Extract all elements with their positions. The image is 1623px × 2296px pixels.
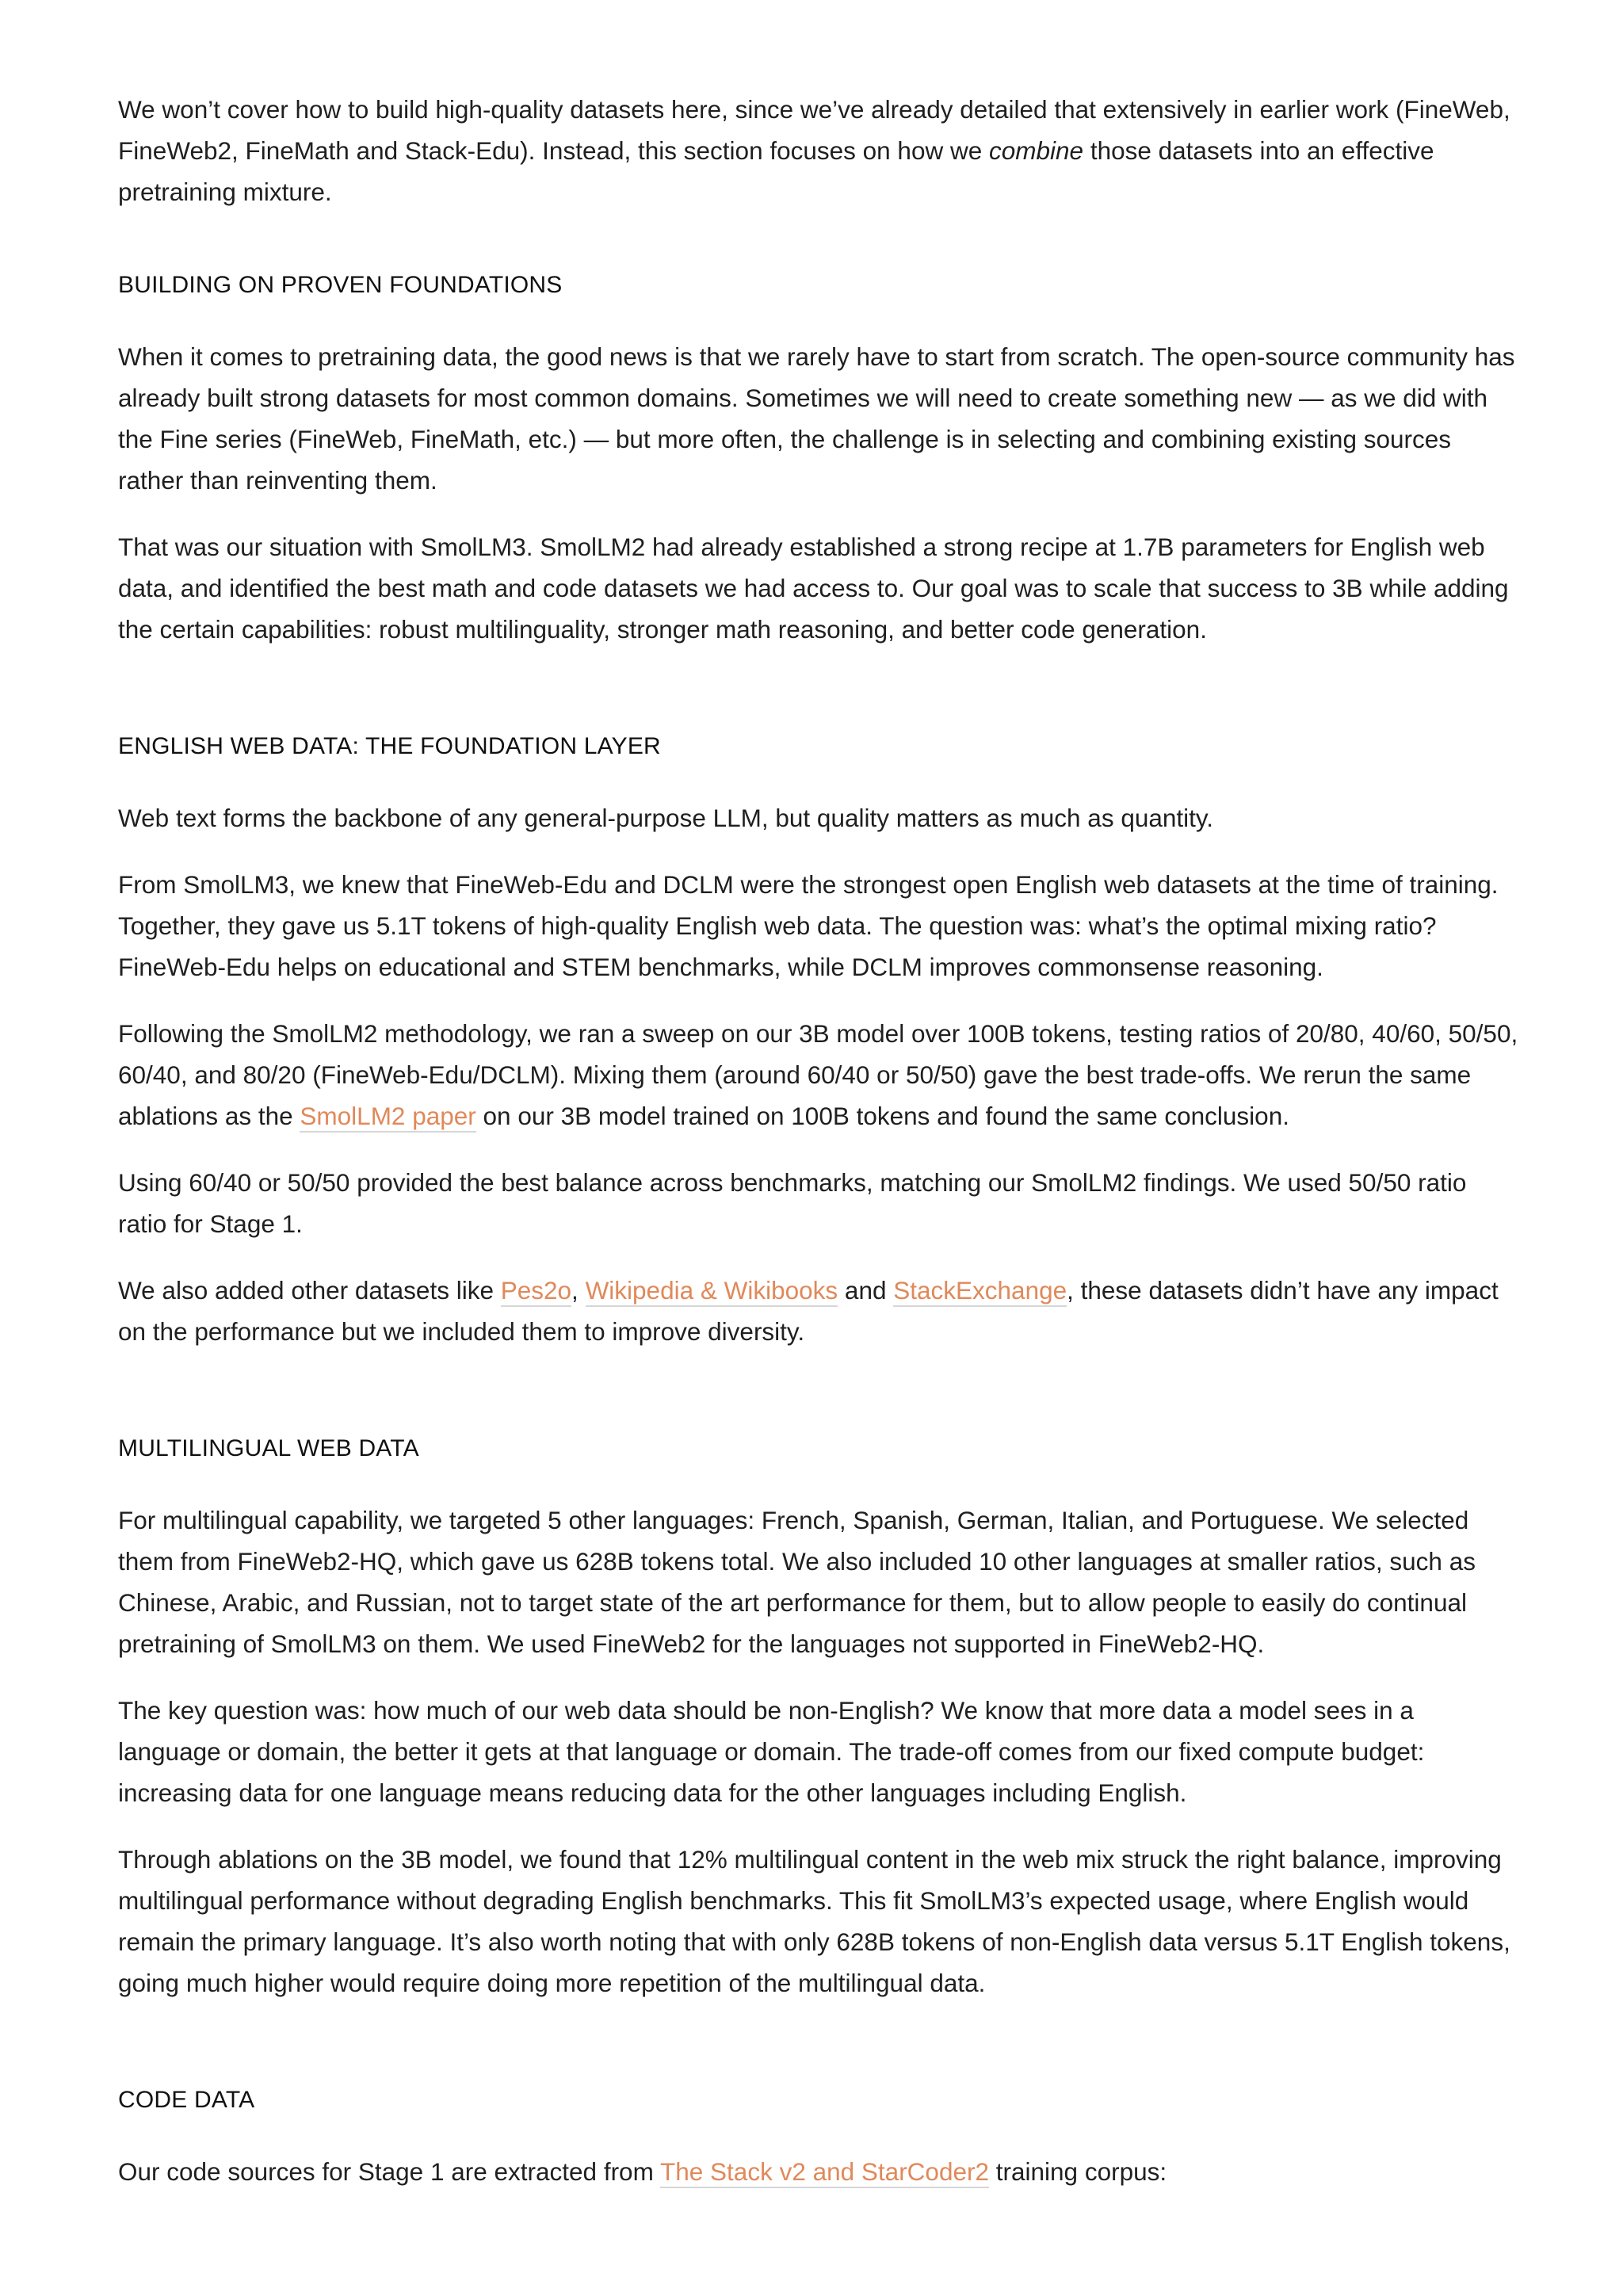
article-body bbox=[118, 89, 1521, 2218]
english-paragraph-5 bbox=[118, 1270, 1521, 1352]
smollm2-paper-link[interactable]: SmolLM2 paper bbox=[300, 1102, 475, 1133]
multilingual-paragraph-3: Through ablations on the 3B model, we found that 12% multilingual content in the web mix struck the right balance, improving multilingual performance without degrading English benchmarks. This fit SmolLM3’s expected usage, where English would remain the primary language. It’s also worth noting that with only 628B tokens of non-English data versus 5.1T English tokens, going much higher would require doing more repetition of the multilingual data. bbox=[118, 1845, 1510, 1997]
section-heading-multilingual: MULTILINGUAL WEB DATA bbox=[118, 1435, 419, 1461]
section-heading-code-data: CODE DATA bbox=[118, 2087, 255, 2113]
multilingual-paragraph-1: For multilingual capability, we targeted 5 other languages: French, Spanish, German, Italian, and Portuguese. We selected them from FineWeb2-HQ, which gave us 628B tokens total. We also included 10 other languages at smaller ratios, such as Chinese, Arabic, and Russian, not to target state of the art performance for them, but to allow people to easily do continual pretraining of SmolLM3 on them. We used FineWeb2 for the languages not supported in FineWeb2-HQ. bbox=[118, 1506, 1476, 1658]
foundations-paragraph-2: That was our situation with SmolLM3. SmolLM2 had already established a strong recipe at 1.7B parameters for English web data, and identified the best math and code datasets we had access to. Our goal was to scale that success to 3B while adding the certain capabilities: robust multilinguality, stronger math reasoning, and better code generation. bbox=[118, 533, 1509, 644]
english-p3-text-start: Following the SmolLM2 methodology, we ran a sweep on our 3B model over 100B tokens, testing ratios of 20/80, 40/60, 50/50, 60/40, and 80/20 (FineWeb-Edu/DCLM). Mixing them (around 60/40 or 50/50) gave the best trade-offs. We rerun the same ablations as the bbox=[118, 1019, 1518, 1130]
section-heading-foundations: BUILDING ON PROVEN FOUNDATIONS bbox=[118, 272, 563, 298]
multilingual-paragraph-2: The key question was: how much of our web data should be non-English? We know that more data a model sees in a language or domain, the better it gets at that language or domain. The trade-off comes from our fixed compute budget: increasing data for one language means reducing data for the other languages including English. bbox=[118, 1696, 1425, 1807]
intro-text-start: We won’t cover how to build high-quality datasets here, since we’ve already detailed that extensively in earlier work (FineWeb, FineWeb2, FineMath and Stack-Edu). Instead, this section focuses on how we bbox=[118, 95, 1510, 165]
stackexchange-link[interactable]: StackExchange bbox=[893, 1276, 1067, 1307]
section-heading-english-web-data: ENGLISH WEB DATA: THE FOUNDATION LAYER bbox=[118, 733, 661, 759]
english-p5-text-start: We also added other datasets like bbox=[118, 1276, 501, 1305]
english-paragraph-3 bbox=[118, 1013, 1521, 1137]
pes2o-link[interactable]: Pes2o bbox=[501, 1276, 571, 1307]
stack-v2-starcoder2-link[interactable]: The Stack v2 and StarCoder2 bbox=[660, 2157, 989, 2188]
foundations-paragraph-1: When it comes to pretraining data, the good news is that we rarely have to start from scratch. The open-source community has already built strong datasets for most common domains. Sometimes we will need to create something new — as we did with the Fine series (FineWeb, FineMath, etc.) — but more often, the challenge is in selecting and combining existing sources rather than reinventing them. bbox=[118, 342, 1515, 495]
intro-emphasis: combine bbox=[989, 136, 1084, 165]
code-p1-text-start: Our code sources for Stage 1 are extracted from bbox=[118, 2157, 661, 2186]
english-p5-text-end: , these datasets didn’t have any impact on the performance but we included them to improve diversity. bbox=[118, 1276, 1499, 1346]
english-p5-separator-2: and bbox=[838, 1276, 894, 1305]
english-p5-separator-1: , bbox=[571, 1276, 586, 1305]
code-paragraph-1 bbox=[118, 2151, 1521, 2192]
wikipedia-wikibooks-link[interactable]: Wikipedia & Wikibooks bbox=[586, 1276, 838, 1307]
english-p3-text-end: on our 3B model trained on 100B tokens and found the same conclusion. bbox=[475, 1102, 1289, 1130]
english-paragraph-2: From SmolLM3, we knew that FineWeb-Edu and DCLM were the strongest open English web datasets at the time of training. Together, they gave us 5.1T tokens of high-quality English web data. The question was: what’s the optimal mixing ratio? FineWeb-Edu helps on educational and STEM benchmarks, while DCLM improves commonsense reasoning. bbox=[118, 870, 1499, 981]
intro-text-end: those datasets into an effective pretraining mixture. bbox=[118, 136, 1434, 206]
code-p1-text-end: training corpus: bbox=[989, 2157, 1167, 2186]
english-paragraph-4: Using 60/40 or 50/50 provided the best balance across benchmarks, matching our SmolLM2 findings. We used 50/50 ratio ratio for Stage 1. bbox=[118, 1168, 1467, 1238]
english-paragraph-1: Web text forms the backbone of any general-purpose LLM, but quality matters as much as quantity. bbox=[118, 804, 1214, 832]
intro-paragraph bbox=[118, 89, 1521, 212]
